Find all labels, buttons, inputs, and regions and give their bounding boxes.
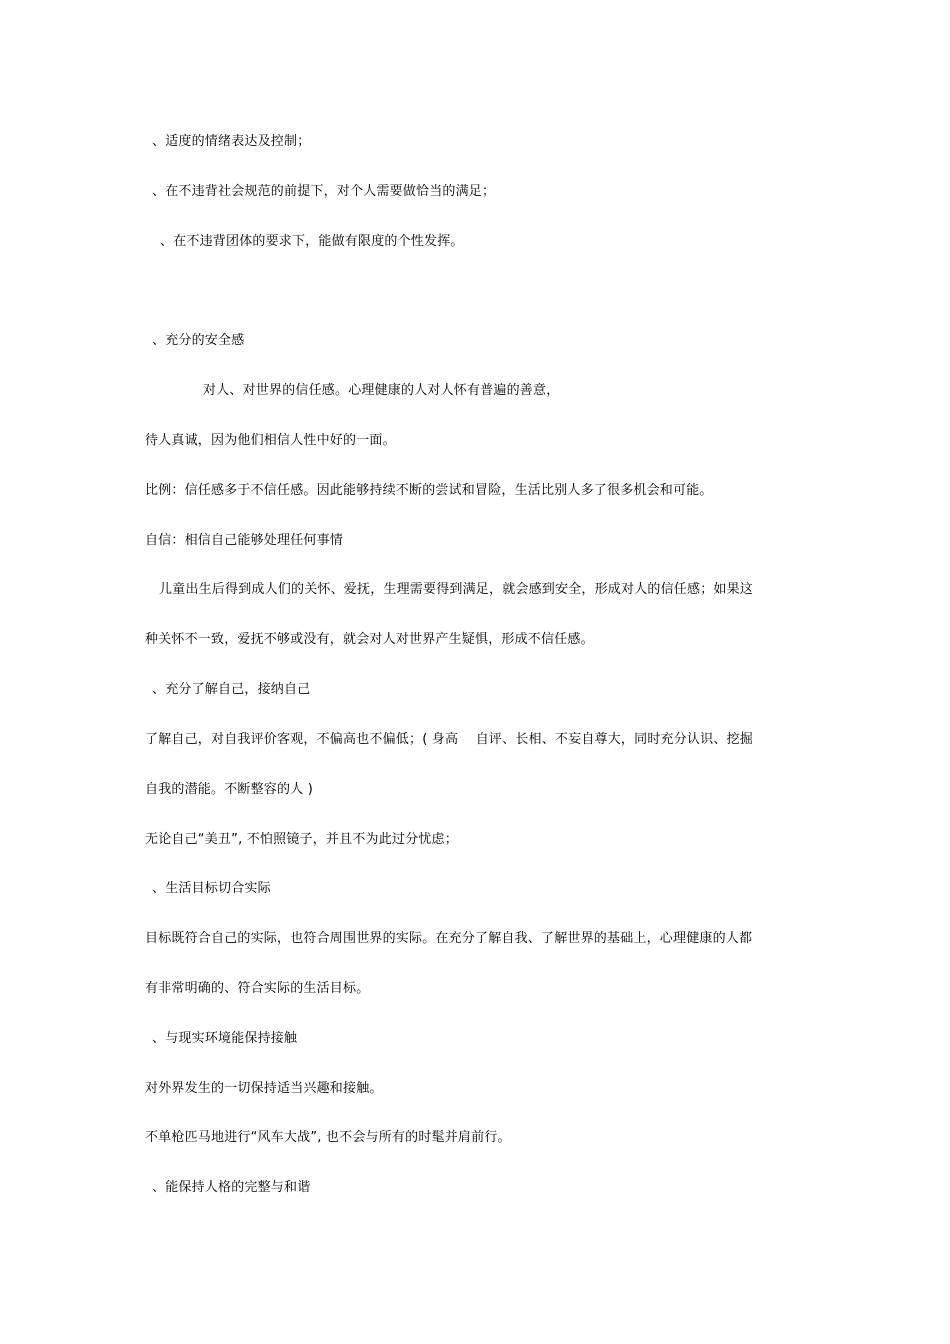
text-line: 种关怀不一致，爱抚不够或没有，就会对人对世界产生疑惧，形成不信任感。 bbox=[145, 632, 594, 647]
text-line: 无论自己“美丑”, 不怕照镜子，并且不为此过分忧虑； bbox=[145, 832, 458, 847]
text-line: 有非常明确的、符合实际的生活目标。 bbox=[145, 981, 370, 996]
text-line: 、在不违背社会规范的前提下，对个人需要做恰当的满足； bbox=[152, 184, 496, 199]
text-line: 儿童出生后得到成人们的关怀、爱抚，生理需要得到满足，就会感到安全，形成对人的信任感；如果这 bbox=[159, 582, 754, 597]
section-heading: 、能保持人格的完整与和谐 bbox=[152, 1180, 311, 1195]
section-heading: 、与现实环境能保持接触 bbox=[152, 1031, 298, 1046]
text-line: 自信：相信自己能够处理任何事情 bbox=[145, 533, 344, 548]
text-line: 对人、对世界的信任感。心理健康的人对人怀有普遍的善意， bbox=[203, 383, 560, 398]
text-line: 比例：信任感多于不信任感。因此能够持续不断的尝试和冒险，生活比别人多了很多机会和可能。 bbox=[145, 483, 713, 498]
text-line: 、适度的情绪表达及控制； bbox=[152, 134, 311, 149]
text-line: 目标既符合自己的实际，也符合周围世界的实际。在充分了解自我、了解世界的基础上，心理健康的人都 bbox=[145, 931, 753, 946]
text-line: 待人真诚，因为他们相信人性中好的一面。 bbox=[145, 433, 396, 448]
text-line: 不单枪匹马地进行“风车大战”, 也不会与所有的时髦并肩前行。 bbox=[145, 1130, 511, 1145]
section-heading: 、生活目标切合实际 bbox=[152, 881, 271, 896]
section-heading: 、充分的安全感 bbox=[152, 333, 245, 348]
text-line: 自我的潜能。不断整容的人 ) bbox=[145, 782, 314, 797]
section-heading: 、充分了解自己，接纳自己 bbox=[152, 682, 311, 697]
text-line: 对外界发生的一切保持适当兴趣和接触。 bbox=[145, 1081, 383, 1096]
text-line: 了解自己，对自我评价客观，不偏高也不偏低；( 身高 自评、长相、不妄自尊大，同时充分认识、挖掘 bbox=[145, 732, 753, 747]
text-line: 、在不违背团体的要求下，能做有限度的个性发挥。 bbox=[160, 234, 464, 249]
